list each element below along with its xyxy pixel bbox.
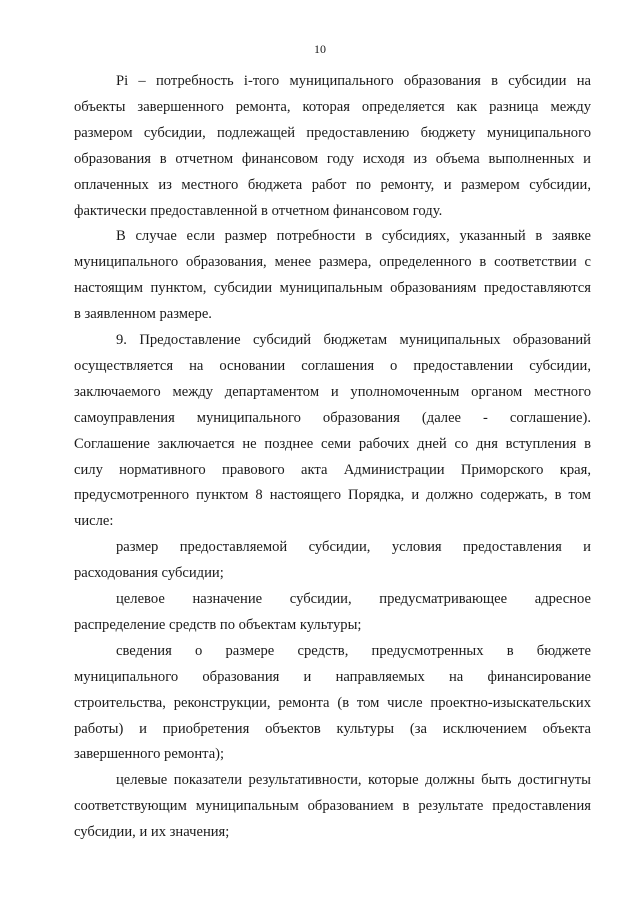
text-line: числе: [74,513,114,530]
text-line: настоящим пунктом, субсидии муниципальным образованиям предоставляются [74,280,591,297]
text-line: завершенного ремонта); [74,746,225,763]
text-line: размер предоставляемой субсидии, условия предоставления и [116,539,591,556]
text-line: Pi – потребность i-того муниципального образования в субсидии на [116,73,591,89]
text-line: соответствующим муниципальным образованием в результате предоставления [74,798,591,815]
text-line: субсидии, и их значения; [74,824,230,841]
text-line: объекты завершенного ремонта, которая определяется как разница между [74,98,591,115]
text-line: размером субсидии, подлежащей предоставлению бюджету муниципального [74,124,591,141]
text-line: целевое назначение субсидии, предусматривающее адресное [116,591,591,607]
text-line: в заявленном размере. [74,306,212,323]
text-line: образования в отчетном финансовом году исходя из объема выполненных и [74,150,591,167]
text-line: силу нормативного правового акта Администрации Приморского края, [74,461,591,478]
text-line: самоуправления муниципального образования (далее - соглашение). [74,409,591,426]
text-line: В случае если размер потребности в субсидиях, указанный в заявке [116,228,591,245]
text-line: 9. Предоставление субсидий бюджетам муниципальных образований [116,332,591,348]
text-line: целевые показатели результативности, которые должны быть достигнуты [116,772,591,789]
text-line: Соглашение заключается не позднее семи рабочих дней со дня вступления в [74,435,591,452]
text-line: сведения о размере средств, предусмотренных в бюджете [116,642,591,659]
text-line: работы) и приобретения объектов культуры (за исключением объекта [74,720,591,737]
text-line: строительства, реконструкции, ремонта (в том числе проектно-изыскательских [74,694,591,711]
text-line: распределение средств по объектам культуры; [74,616,362,633]
text-line: фактически предоставленной в отчетном финансовом году. [74,202,443,219]
text-line: муниципального образования, менее размера, определенного в соответствии с [74,254,591,271]
text-line: оплаченных из местного бюджета работ по ремонту, и размером субсидии, [74,176,591,193]
text-line: осуществляется на основании соглашения о предоставлении субсидии, [74,357,591,374]
text-line: предусмотренного пунктом 8 настоящего Порядка, и должно содержать, в том [74,487,591,504]
page-number: 10 [314,42,326,56]
text-line: муниципального образования и направляемых на финансирование [74,668,591,685]
text-line: расходования субсидии; [74,565,224,582]
text-line: заключаемого между департаментом и уполномоченным органом местного [74,383,591,400]
